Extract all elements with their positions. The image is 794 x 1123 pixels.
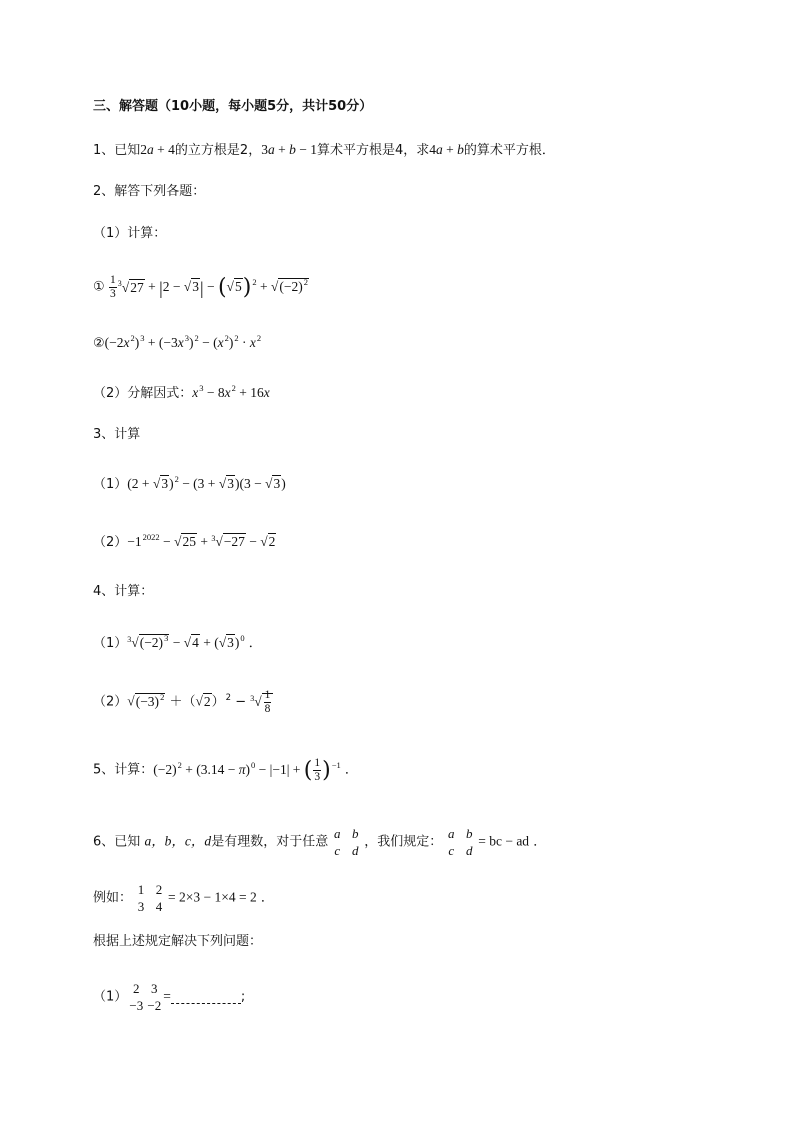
q1-text-3: 算术平方根是4，求 xyxy=(316,143,430,158)
q3-p1-label: （1） xyxy=(93,477,128,492)
q2-title: 解答下列各题： xyxy=(114,184,206,199)
q3-number: 3、 xyxy=(93,427,115,442)
q6-number: 6、 xyxy=(93,834,115,850)
q1-text-1: 已知 xyxy=(114,143,141,158)
q6-example: 例如： 1 2 3 4 = 2×3 − 1×4 = 2 ． xyxy=(93,882,274,914)
q2-number: 2、 xyxy=(93,184,115,199)
q2-expr-2: $②(-2x^2)^3 + (-3x^3)^2 - (x^2)^2 \cdot x^2$ xyxy=(93,333,262,351)
q4-part-2: $(2)√(-3)^2 +(√2)^2 - ^3√$ $\frac{1}{8}$ xyxy=(93,689,273,716)
q6-text-3: ，我们规定： xyxy=(364,834,443,850)
q3-part-2: $(2)-1^{2022} - √25 + ^3√-27 - √2$ xyxy=(93,532,276,550)
q6-p1-matrix: 2 3 −3 −2 xyxy=(129,981,162,1013)
q6-example-rhs: = 2×3 − 1×4 = 2 xyxy=(168,889,257,905)
q1-expr-3: 4a + b xyxy=(429,142,464,157)
q5-number: 5、 xyxy=(93,762,115,778)
q6-example-matrix: 1 2 3 4 xyxy=(137,882,163,914)
q2-sub-2: （2）分解因式： xyxy=(93,386,193,401)
question-1 xyxy=(93,140,555,161)
q1-number: 1、 xyxy=(93,143,115,158)
q3-p2-label: （2） xyxy=(93,535,128,550)
q6-text-1: 已知 xyxy=(114,834,141,850)
question-4-title xyxy=(93,582,153,602)
q6-rule-matrix: a b c d xyxy=(447,826,473,858)
section-title: 三、解答题（10小题，每小题5分，共计50分） xyxy=(93,99,373,114)
q3-title: 计算 xyxy=(114,427,141,442)
q6-text-2: 是有理数，对于任意 xyxy=(211,834,329,850)
q5-title: 计算： xyxy=(114,762,154,778)
q2-sub-1: （1）计算： xyxy=(93,226,167,241)
q4-p2-label: （2） xyxy=(93,694,128,710)
q2-factor: （2）分解因式：$x^3 - 8x^2 + 16x$ xyxy=(93,383,270,401)
q6-vars: a，b，c，d xyxy=(144,833,212,849)
question-6: 6、已知 a，b，c，d是有理数，对于任意 a b c d ，我们规定： a b c d = bc − ad ． xyxy=(93,826,547,858)
q4-number: 4、 xyxy=(93,584,115,599)
q6-matrix-abcd: a b c d xyxy=(333,826,359,858)
q6-part-1: （1） 2 3 −3 −2 = ; xyxy=(93,981,246,1013)
q6-p1-label: （1） xyxy=(93,989,128,1005)
q2-expr-1: ① $\frac{1}{3}$ $^3√27 + |2 - √3| - (√5)^2 + √(-2)^2$ xyxy=(93,274,308,300)
q4-part-1: $(1)^3√(-2)^3 - √4 + (√3)^0$ ． xyxy=(93,633,262,651)
question-3-title xyxy=(93,425,140,445)
circled-2: ② xyxy=(93,336,105,351)
q1-text-2: 的立方根是2， xyxy=(174,143,262,158)
q6-rule: = bc − ad xyxy=(478,833,530,849)
question-5: 5、计算：$(-2)^2 + (3.14 - \pi)^0 - |-1|$ + ( $\frac{1}{3}$ )$^{-1}$ ． xyxy=(93,757,358,783)
q4-p1-label: （1） xyxy=(93,636,128,651)
q1-expr-1: 2a + 4 xyxy=(140,142,175,157)
fraction-one-third: $\frac{1}{3}$ xyxy=(110,274,116,300)
q1-expr-2: 3a + b − 1 xyxy=(261,142,317,157)
circled-1: ① xyxy=(93,279,105,295)
q3-exponent: 2022 xyxy=(142,532,160,542)
answer-blank[interactable] xyxy=(171,990,241,1004)
q1-text-4: 的算术平方根． xyxy=(463,143,555,158)
q6-text-4: 根据上述规定解决下列问题： xyxy=(93,934,263,949)
q3-part-1: $(1)(2 + √3)^2 - (3 + √3)(3 - √3)$ xyxy=(93,474,286,492)
q4-title: 计算： xyxy=(114,584,154,599)
question-2-title xyxy=(93,182,205,202)
q6-example-label: 例如： xyxy=(93,890,133,906)
